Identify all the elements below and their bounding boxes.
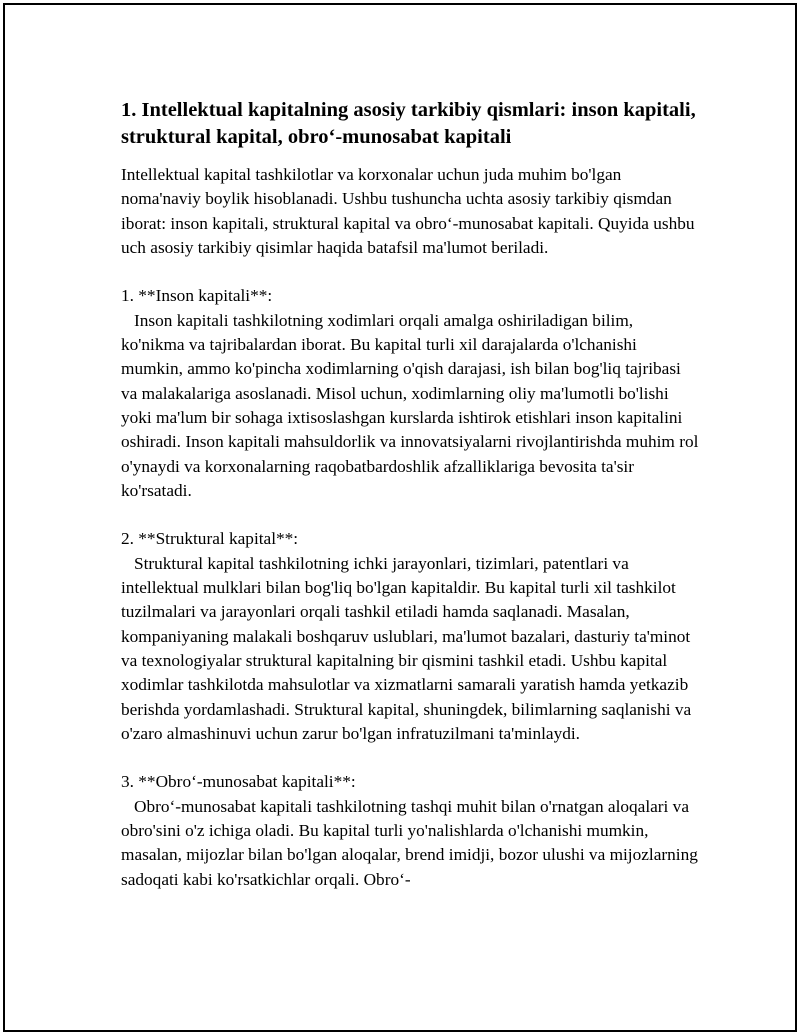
section-body-struktural-text: Struktural kapital tashkilotning ichki jarayonlari, tizimlari, patentlari va intellektual mulklari bilan bog'liq bo'lgan kapitaldir. Bu kapital turli xil tashkilot tuzilmalari va jarayonlari orqali tashkil etiladi hamda saqlanadi. Masalan, kompaniyaning malakali boshqaruv uslublari, ma'lumot bazalari, dasturiy ta'minot va texnologiyalar struktural kapitalning bir qismini tashkil etadi. Ushbu kapital xodimlar tashkilotda mahsulotlar va xizmatlarni samarali yaratish hamda yetkazib berishda yordamlashadi. Struktural kapital, shuningdek, bilimlarning saqlanishi va o'zaro almashinuvi uchun zarur bo'lgan infratuzilmani ta'minlaydi. — [121, 553, 692, 743]
section-body-struktural — [121, 552, 701, 746]
intro-paragraph: Intellektual kapital tashkilotlar va korxonalar uchun juda muhim bo'lgan noma'naviy boylik hisoblanadi. Ushbu tushuncha uchta asosiy tarkibiy qismdan iborat: inson kapitali, struktural kapital va obro‘-munosabat kapitali. Quyida ushbu uch asosiy tarkibiy qisimlar haqida batafsil ma'lumot beriladi. — [121, 165, 695, 257]
section-title-struktural: 2. **Struktural kapital**: — [121, 529, 299, 549]
section-title-inson: 1. **Inson kapitali**: — [121, 286, 273, 306]
section-body-obro — [121, 795, 701, 892]
paragraph-gap — [121, 503, 701, 527]
document-body — [121, 97, 701, 892]
section-title-obro: 3. **Obro‘-munosabat kapitali**: — [121, 772, 356, 792]
section-body-inson — [121, 309, 701, 503]
section-heading: 1. Intellektual kapitalning asosiy tarkibiy qismlari: inson kapitali, struktural kapital, obro‘-munosabat kapitali — [121, 99, 696, 148]
section-body-obro-text: Obro‘-munosabat kapitali tashkilotning tashqi muhit bilan o'rnatgan aloqalari va obro'sini o'z ichiga oladi. Bu kapital turli yo'nalishlarda o'lchanishi mumkin, masalan, mijozlar bilan bo'lgan aloqalar, brend imidji, bozor ulushi va mijozlarning sadoqati kabi ko'rsatkichlar orqali. Obro‘- — [121, 796, 698, 889]
page-frame — [3, 3, 797, 1032]
paragraph-gap — [121, 260, 701, 284]
section-body-inson-text: Inson kapitali tashkilotning xodimlari orqali amalga oshiriladigan bilim, ko'nikma va tajribalardan iborat. Bu kapital turli xil darajalarda o'lchanishi mumkin, ammo ko'pincha xodimlarning o'qish darajasi, ish bilan bog'liq tajribasi va malakalariga asoslanadi. Misol uchun, xodimlarning oliy ma'lumotli bo'lishi yoki ma'lum bir sohaga ixtisoslashgan kurslarda ishtirok etishlari inson kapitalini oshiradi. Inson kapitali mahsuldorlik va innovatsiyalarni rivojlantirishda muhim rol o'ynaydi va korxonalarning raqobatbardoshlik afzalliklariga bevosita ta'sir ko'rsatadi. — [121, 310, 699, 500]
paragraph-gap — [121, 746, 701, 770]
